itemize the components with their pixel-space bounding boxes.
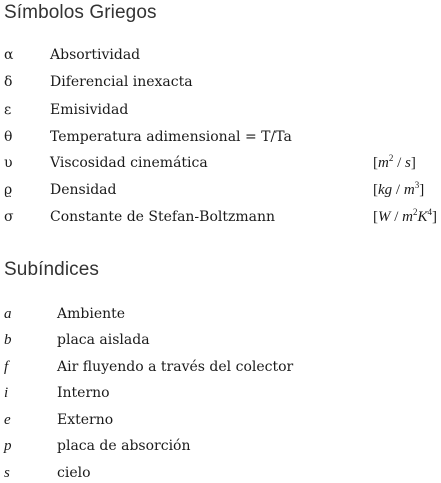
unit-part: m: [378, 155, 389, 171]
description: Viscosidad cinemática: [50, 155, 208, 171]
unit-part: m: [403, 182, 415, 198]
subindex-row-f: [0, 357, 441, 377]
unit-separator: /: [392, 182, 404, 198]
unit-bracket-open: [: [373, 182, 378, 198]
symbol: a: [4, 306, 12, 322]
unit-exponent: 3: [414, 180, 420, 190]
unit-bracket-close: ]: [410, 155, 416, 171]
greek-row-alpha: [0, 45, 441, 65]
description: placa de absorción: [57, 438, 191, 454]
unit-exponent: 2: [413, 207, 418, 217]
unit-bracket-open: [: [373, 155, 378, 171]
symbol: θ: [4, 129, 13, 145]
unit-bracket-close: ]: [419, 182, 425, 198]
subindex-row-a: [0, 304, 441, 324]
unit-bracket-close: ]: [432, 209, 438, 225]
subindex-row-i: [0, 383, 441, 403]
symbol: δ: [4, 74, 13, 90]
unit-part: K: [417, 209, 428, 225]
greek-row-upsilon: [0, 153, 441, 173]
symbol: i: [4, 385, 9, 401]
symbol: f: [4, 359, 9, 375]
greek-row-rho: [0, 180, 441, 200]
unit-part: kg: [378, 182, 393, 198]
unit-part: m: [402, 209, 414, 225]
description: Constante de Stefan-Boltzmann: [50, 209, 276, 225]
description: Air fluyendo a través del colector: [57, 359, 294, 375]
symbol: e: [4, 412, 11, 428]
description: Absortividad: [50, 47, 141, 63]
unit-exponent: 4: [427, 207, 433, 217]
greek-row-theta: [0, 127, 441, 147]
description: Externo: [57, 412, 114, 428]
subindex-row-p: [0, 436, 441, 456]
unit: [373, 207, 437, 227]
symbol: υ: [4, 155, 13, 171]
description: Ambiente: [57, 306, 126, 322]
greek-symbols-title: Símbolos Griegos: [4, 2, 157, 23]
subindices-title: Subíndices: [4, 259, 100, 280]
subindex-row-s: [0, 463, 441, 483]
description: placa aislada: [57, 332, 150, 348]
symbol: ε: [4, 102, 12, 118]
unit-exponent: 2: [388, 153, 394, 163]
unit-bracket-open: [: [373, 209, 378, 225]
symbol: α: [4, 47, 14, 63]
symbol: σ: [4, 209, 14, 225]
unit: [373, 153, 416, 173]
symbol: ϱ: [4, 182, 13, 198]
unit: [373, 180, 424, 200]
description: cielo: [57, 465, 91, 481]
symbol: b: [4, 332, 12, 348]
description: Diferencial inexacta: [50, 74, 193, 90]
symbol: p: [4, 438, 12, 454]
unit-separator: /: [390, 209, 403, 225]
description: Interno: [57, 385, 110, 401]
symbol: s: [4, 465, 10, 481]
unit-part: s: [405, 155, 411, 171]
greek-row-epsilon: [0, 100, 441, 120]
greek-row-sigma: [0, 207, 441, 227]
description: Temperatura adimensional = T/Ta: [50, 129, 292, 145]
unit-part: W: [378, 209, 391, 225]
subindex-row-e: [0, 410, 441, 430]
description: Emisividad: [50, 102, 129, 118]
description: Densidad: [50, 182, 117, 198]
greek-row-delta: [0, 72, 441, 92]
subindex-row-b: [0, 330, 441, 350]
unit-separator: /: [393, 155, 406, 171]
